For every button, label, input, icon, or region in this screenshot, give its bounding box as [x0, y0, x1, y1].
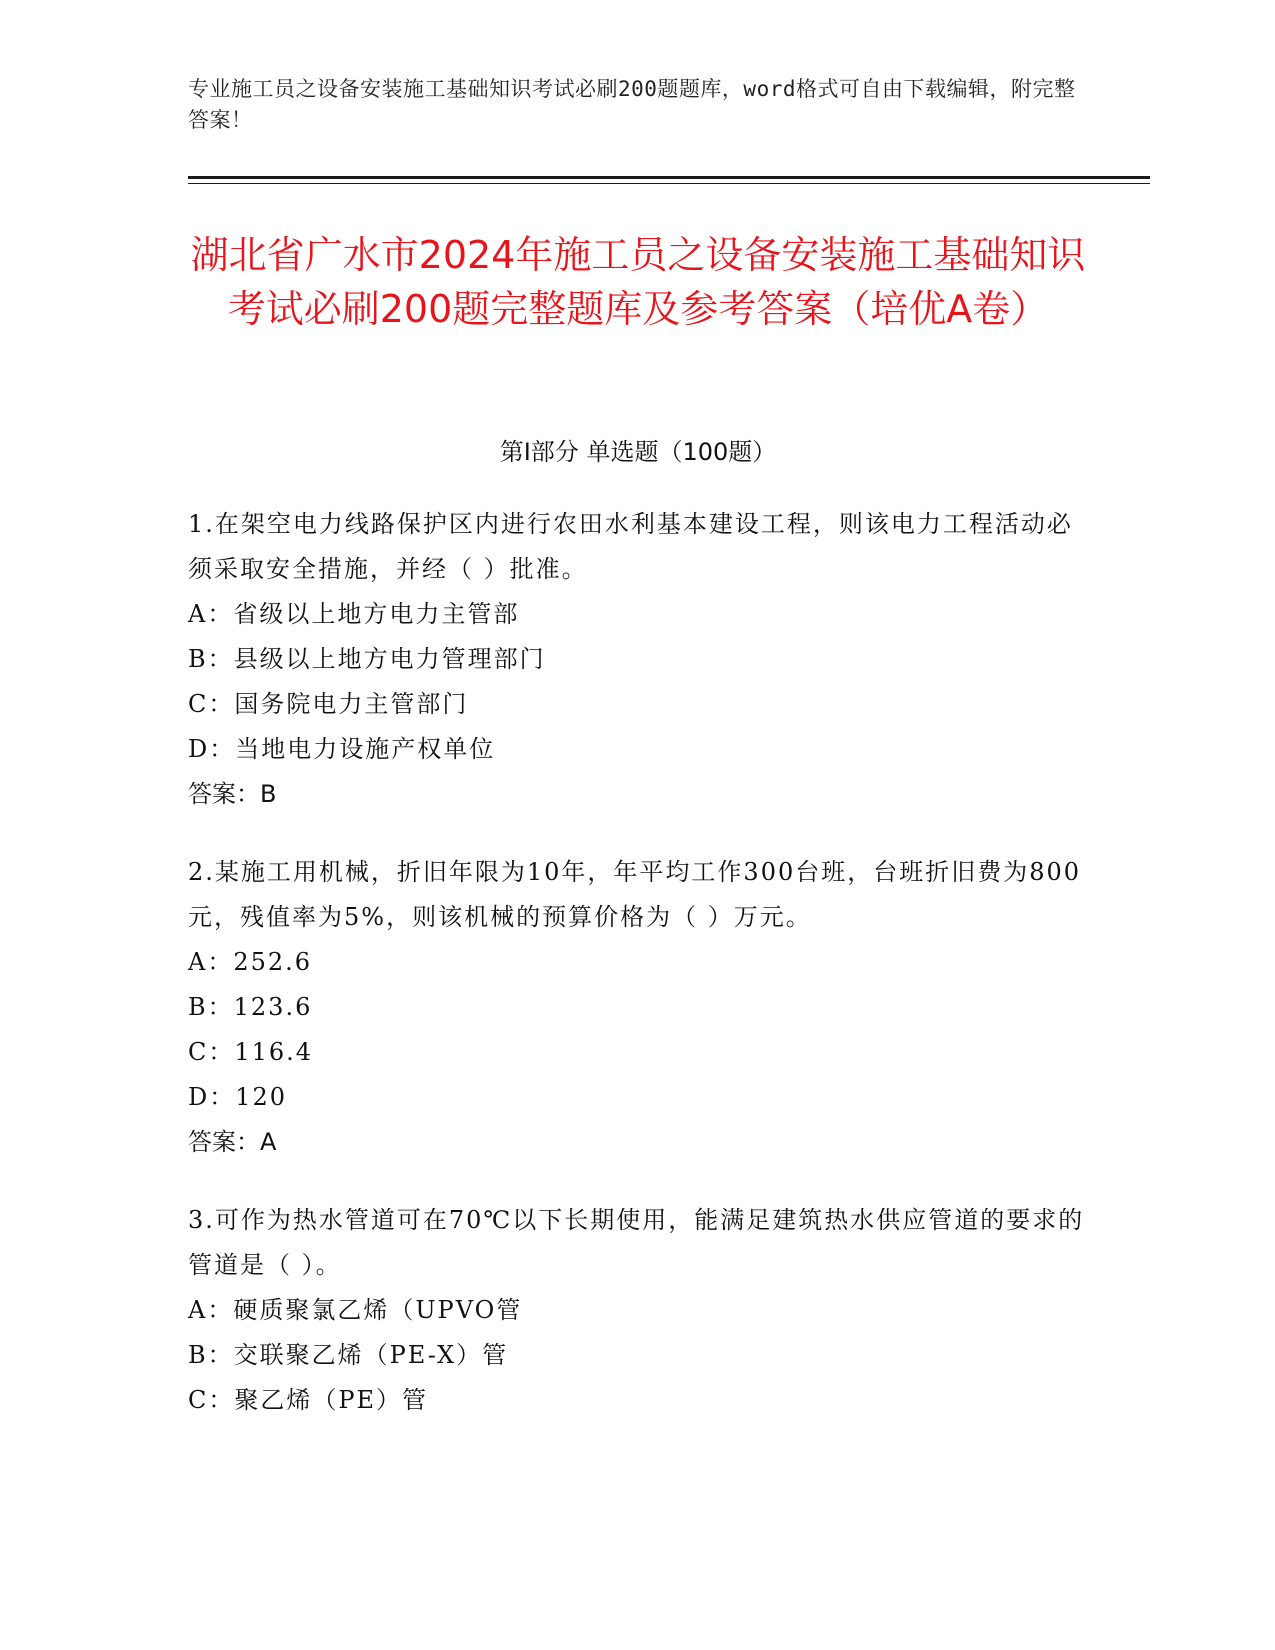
header-rule-thick: [188, 176, 1150, 179]
option-c: C：聚乙烯（PE）管: [188, 1386, 429, 1414]
answer: 答案：A: [188, 1128, 277, 1156]
answer: 答案：B: [188, 780, 277, 808]
option-a: A：252.6: [188, 948, 313, 976]
header-rule-thin: [188, 183, 1150, 184]
question-3: [188, 1198, 1088, 1423]
option-b: B：交联聚乙烯（PE-X）管: [188, 1341, 509, 1369]
question-stem: 1.在架空电力线路保护区内进行农田水利基本建设工程，则该电力工程活动必须采取安全措施，并经（ ）批准。: [188, 510, 1073, 583]
option-a: A：省级以上地方电力主管部: [188, 600, 520, 628]
header-note: 专业施工员之设备安装施工基础知识考试必刷200题题库，word格式可自由下载编辑，附完整答案！: [188, 77, 1076, 132]
section-title: 第I部分 单选题（100题）: [499, 438, 777, 466]
option-b: B：县级以上地方电力管理部门: [188, 645, 546, 673]
question-2: [188, 850, 1088, 1165]
option-b: B：123.6: [188, 993, 313, 1021]
question-stem: 3.可作为热水管道可在70℃以下长期使用，能满足建筑热水供应管道的要求的管道是（ ）。: [188, 1206, 1085, 1279]
option-a: A：硬质聚氯乙烯（UPVO管: [188, 1296, 523, 1324]
document-title: 湖北省广水市2024年施工员之设备安装施工基础知识考试必刷200题完整题库及参考答案（培优A卷）: [190, 233, 1086, 331]
question-1: [188, 502, 1088, 817]
option-c: C：国务院电力主管部门: [188, 690, 469, 718]
question-stem: 2.某施工用机械，折旧年限为10年，年平均工作300台班，台班折旧费为800元，残值率为5%，则该机械的预算价格为（ ）万元。: [188, 858, 1082, 931]
option-c: C：116.4: [188, 1038, 314, 1066]
option-d: D：120: [188, 1083, 288, 1111]
option-d: D：当地电力设施产权单位: [188, 735, 496, 763]
